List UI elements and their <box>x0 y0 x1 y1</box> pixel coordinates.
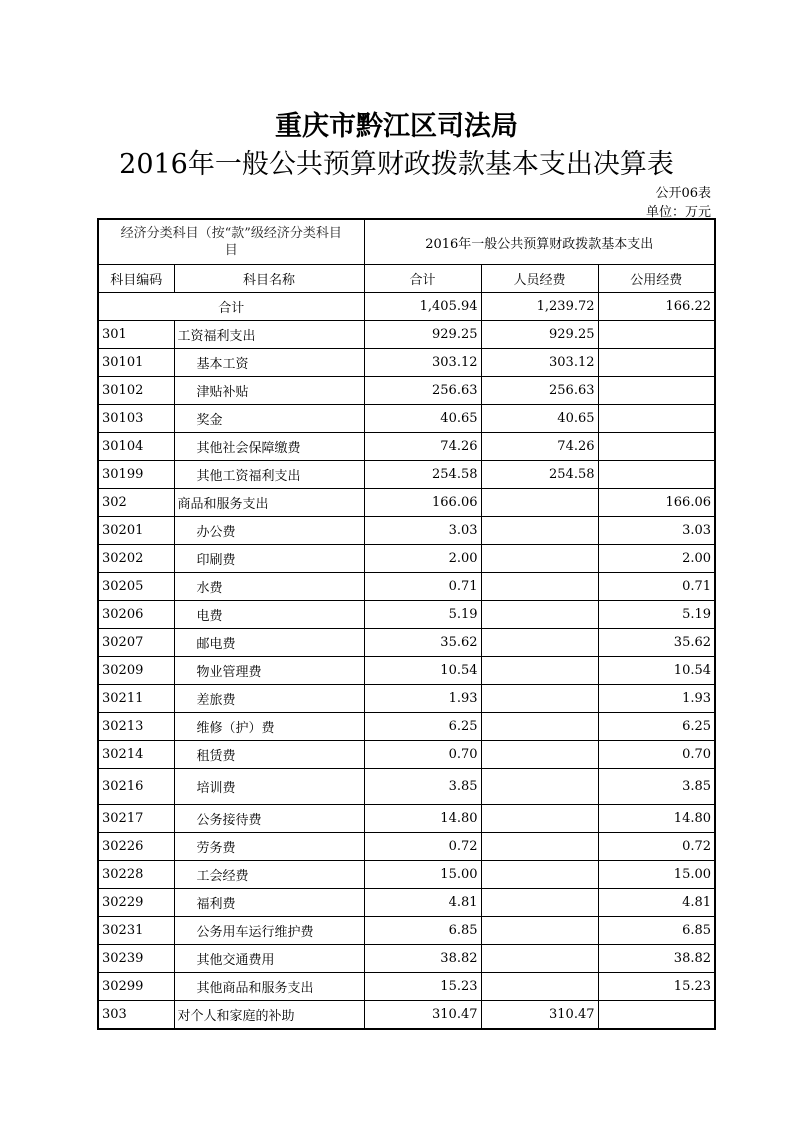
row-personnel: 74.26 <box>481 433 598 461</box>
row-public: 0.71 <box>598 573 715 601</box>
row-total: 5.19 <box>364 601 481 629</box>
row-total: 40.65 <box>364 405 481 433</box>
row-personnel <box>481 861 598 889</box>
row-code: 303 <box>98 1001 174 1030</box>
row-public <box>598 1001 715 1030</box>
row-name: 工会经费 <box>174 861 364 889</box>
col-total: 合计 <box>364 265 481 293</box>
row-personnel <box>481 713 598 741</box>
row-personnel <box>481 489 598 517</box>
row-code: 30102 <box>98 377 174 405</box>
row-code: 30103 <box>98 405 174 433</box>
row-name: 其他社会保障缴费 <box>174 433 364 461</box>
row-total: 3.85 <box>364 769 481 805</box>
table-row <box>98 601 715 629</box>
row-public: 15.23 <box>598 973 715 1001</box>
row-name: 津贴补贴 <box>174 377 364 405</box>
row-public: 3.03 <box>598 517 715 545</box>
row-name: 其他工资福利支出 <box>174 461 364 489</box>
row-public <box>598 349 715 377</box>
header-budget-expenditure: 2016年一般公共预算财政拨款基本支出 <box>364 219 715 265</box>
col-code: 科目编码 <box>98 265 174 293</box>
row-total: 1.93 <box>364 685 481 713</box>
table-row <box>98 489 715 517</box>
row-public: 3.85 <box>598 769 715 805</box>
row-public: 6.25 <box>598 713 715 741</box>
row-code: 30209 <box>98 657 174 685</box>
row-personnel: 310.47 <box>481 1001 598 1030</box>
table-row <box>98 769 715 805</box>
total-total: 1,405.94 <box>364 293 481 321</box>
row-public: 6.85 <box>598 917 715 945</box>
row-total: 15.23 <box>364 973 481 1001</box>
row-personnel <box>481 973 598 1001</box>
row-personnel: 929.25 <box>481 321 598 349</box>
row-public: 14.80 <box>598 805 715 833</box>
row-total: 0.71 <box>364 573 481 601</box>
row-personnel <box>481 517 598 545</box>
row-public: 0.70 <box>598 741 715 769</box>
table-row <box>98 685 715 713</box>
row-total: 0.70 <box>364 741 481 769</box>
row-code: 30231 <box>98 917 174 945</box>
row-total: 14.80 <box>364 805 481 833</box>
total-label: 合计 <box>98 293 364 321</box>
row-code: 30211 <box>98 685 174 713</box>
row-total: 254.58 <box>364 461 481 489</box>
row-code: 30205 <box>98 573 174 601</box>
table-row <box>98 405 715 433</box>
row-total: 35.62 <box>364 629 481 657</box>
row-public: 5.19 <box>598 601 715 629</box>
table-row <box>98 713 715 741</box>
table-row <box>98 545 715 573</box>
row-name: 其他交通费用 <box>174 945 364 973</box>
row-personnel <box>481 685 598 713</box>
row-total: 0.72 <box>364 833 481 861</box>
col-public: 公用经费 <box>598 265 715 293</box>
row-total: 310.47 <box>364 1001 481 1030</box>
row-personnel <box>481 573 598 601</box>
row-total: 3.03 <box>364 517 481 545</box>
row-code: 30217 <box>98 805 174 833</box>
table-row <box>98 833 715 861</box>
row-total: 256.63 <box>364 377 481 405</box>
row-personnel <box>481 657 598 685</box>
row-personnel: 303.12 <box>481 349 598 377</box>
row-code: 30239 <box>98 945 174 973</box>
org-title: 重庆市黔江区司法局 <box>275 111 518 142</box>
row-personnel <box>481 917 598 945</box>
row-personnel <box>481 769 598 805</box>
row-code: 30104 <box>98 433 174 461</box>
row-public: 1.93 <box>598 685 715 713</box>
row-name: 办公费 <box>174 517 364 545</box>
table-row <box>98 321 715 349</box>
row-total: 74.26 <box>364 433 481 461</box>
row-code: 30299 <box>98 973 174 1001</box>
row-name: 物业管理费 <box>174 657 364 685</box>
row-public <box>598 377 715 405</box>
row-personnel <box>481 945 598 973</box>
row-total: 6.85 <box>364 917 481 945</box>
table-row <box>98 889 715 917</box>
col-name: 科目名称 <box>174 265 364 293</box>
row-personnel: 256.63 <box>481 377 598 405</box>
row-code: 30207 <box>98 629 174 657</box>
row-total: 166.06 <box>364 489 481 517</box>
table-row <box>98 629 715 657</box>
table-row <box>98 461 715 489</box>
row-public <box>598 433 715 461</box>
row-total: 38.82 <box>364 945 481 973</box>
table-row <box>98 517 715 545</box>
row-code: 30206 <box>98 601 174 629</box>
row-name: 基本工资 <box>174 349 364 377</box>
row-name: 邮电费 <box>174 629 364 657</box>
table-row <box>98 861 715 889</box>
row-name: 培训费 <box>174 769 364 805</box>
row-name: 奖金 <box>174 405 364 433</box>
table-row <box>98 377 715 405</box>
row-public <box>598 321 715 349</box>
row-code: 30229 <box>98 889 174 917</box>
row-total: 929.25 <box>364 321 481 349</box>
row-code: 30216 <box>98 769 174 805</box>
row-name: 对个人和家庭的补助 <box>174 1001 364 1030</box>
table-row <box>98 573 715 601</box>
report-title: 2016年一般公共预算财政拨款基本支出决算表 <box>119 149 674 180</box>
table-row <box>98 433 715 461</box>
row-name: 租赁费 <box>174 741 364 769</box>
row-personnel <box>481 805 598 833</box>
row-public: 38.82 <box>598 945 715 973</box>
row-name: 公务用车运行维护费 <box>174 917 364 945</box>
row-personnel <box>481 833 598 861</box>
row-name: 公务接待费 <box>174 805 364 833</box>
row-public <box>598 461 715 489</box>
table-row <box>98 917 715 945</box>
table-row <box>98 973 715 1001</box>
row-name: 工资福利支出 <box>174 321 364 349</box>
row-code: 302 <box>98 489 174 517</box>
row-total: 15.00 <box>364 861 481 889</box>
table-row <box>98 1001 715 1030</box>
row-personnel <box>481 629 598 657</box>
row-code: 301 <box>98 321 174 349</box>
row-code: 30101 <box>98 349 174 377</box>
row-personnel: 254.58 <box>481 461 598 489</box>
row-name: 劳务费 <box>174 833 364 861</box>
total-row <box>98 293 715 321</box>
unit-label: 单位：万元 <box>645 205 711 220</box>
row-code: 30228 <box>98 861 174 889</box>
row-public: 10.54 <box>598 657 715 685</box>
report-tag: 公开06表 <box>655 186 711 201</box>
table-row <box>98 349 715 377</box>
row-total: 2.00 <box>364 545 481 573</box>
row-personnel <box>481 889 598 917</box>
header-econ-classification: 经济分类科目（按“款”级经济分类科目 目 <box>98 219 364 265</box>
row-public: 35.62 <box>598 629 715 657</box>
row-personnel <box>481 545 598 573</box>
row-code: 30201 <box>98 517 174 545</box>
table-row <box>98 945 715 973</box>
row-public <box>598 405 715 433</box>
row-public: 4.81 <box>598 889 715 917</box>
row-name: 水费 <box>174 573 364 601</box>
row-code: 30214 <box>98 741 174 769</box>
row-total: 4.81 <box>364 889 481 917</box>
row-personnel <box>481 741 598 769</box>
table-row <box>98 741 715 769</box>
row-name: 印刷费 <box>174 545 364 573</box>
row-name: 其他商品和服务支出 <box>174 973 364 1001</box>
table-row <box>98 657 715 685</box>
row-total: 6.25 <box>364 713 481 741</box>
row-name: 商品和服务支出 <box>174 489 364 517</box>
row-name: 电费 <box>174 601 364 629</box>
row-personnel: 40.65 <box>481 405 598 433</box>
row-code: 30199 <box>98 461 174 489</box>
row-code: 30213 <box>98 713 174 741</box>
table-header-row-2 <box>98 265 715 293</box>
row-name: 差旅费 <box>174 685 364 713</box>
total-public: 166.22 <box>598 293 715 321</box>
row-name: 维修（护）费 <box>174 713 364 741</box>
total-personnel: 1,239.72 <box>481 293 598 321</box>
expenditure-table <box>97 218 716 1030</box>
row-public: 166.06 <box>598 489 715 517</box>
row-total: 303.12 <box>364 349 481 377</box>
row-code: 30226 <box>98 833 174 861</box>
row-public: 2.00 <box>598 545 715 573</box>
row-personnel <box>481 601 598 629</box>
row-public: 0.72 <box>598 833 715 861</box>
col-personnel: 人员经费 <box>481 265 598 293</box>
table-header-row-1 <box>98 219 715 265</box>
row-public: 15.00 <box>598 861 715 889</box>
table-row <box>98 805 715 833</box>
row-code: 30202 <box>98 545 174 573</box>
row-name: 福利费 <box>174 889 364 917</box>
row-total: 10.54 <box>364 657 481 685</box>
